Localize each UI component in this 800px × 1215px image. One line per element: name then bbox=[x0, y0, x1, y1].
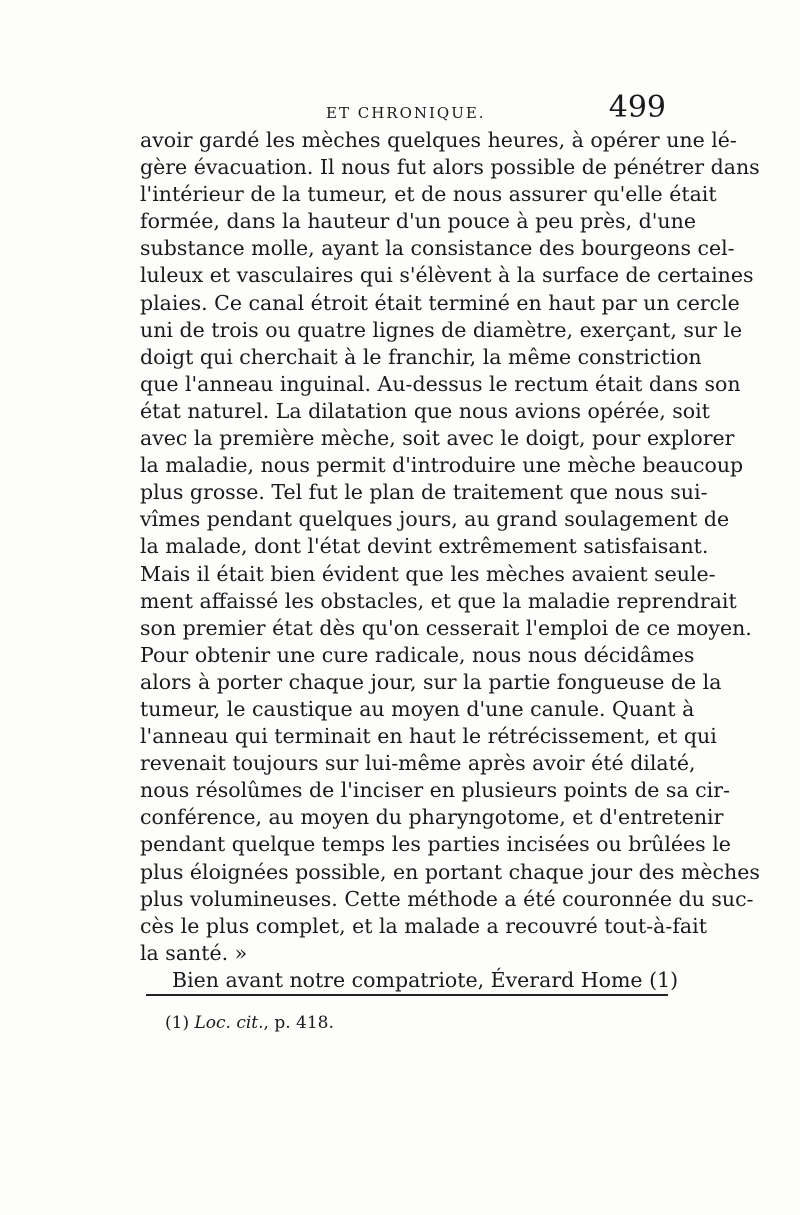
text-line: l'intérieur de la tumeur, et de nous assurer qu'elle était bbox=[140, 182, 717, 207]
footnote-page: , p. 418. bbox=[263, 1013, 334, 1033]
text-line: formée, dans la hauteur d'un pouce à peu près, d'une bbox=[140, 209, 696, 234]
page-number: 499 bbox=[608, 90, 666, 125]
text-line: tumeur, le caustique au moyen d'une canule. Quant à bbox=[140, 696, 695, 721]
footnote-rule bbox=[146, 994, 668, 996]
text-line: gère évacuation. Il nous fut alors possible de pénétrer dans bbox=[140, 155, 760, 180]
text-line: Pour obtenir une cure radicale, nous nous décidâmes bbox=[140, 642, 695, 667]
text-line: que l'anneau inguinal. Au-dessus le rectum était dans son bbox=[140, 371, 741, 396]
footnote-marker: (1) bbox=[165, 1013, 190, 1033]
text-line: ment affaissé les obstacles, et que la maladie reprendrait bbox=[140, 588, 737, 613]
footnote-reference: Loc. cit. bbox=[194, 1013, 264, 1033]
text-line: alors à porter chaque jour, sur la partie fongueuse de la bbox=[140, 669, 722, 694]
text-line: plus grosse. Tel fut le plan de traitement que nous sui- bbox=[140, 480, 708, 505]
text-line: revenait toujours sur lui-même après avoir été dilaté, bbox=[140, 751, 696, 776]
text-line: la maladie, nous permit d'introduire une mèche beaucoup bbox=[140, 453, 744, 478]
text-line: pendant quelque temps les parties incisées ou brûlées le bbox=[140, 832, 731, 857]
text-line: vîmes pendant quelques jours, au grand soulagement de bbox=[140, 507, 730, 532]
text-line: Mais il était bien évident que les mèches avaient seule- bbox=[140, 561, 716, 586]
text-line: l'anneau qui terminait en haut le rétrécissement, et qui bbox=[140, 724, 717, 749]
text-line: conférence, au moyen du pharyngotome, et d'entretenir bbox=[140, 805, 724, 830]
text-line: doigt qui cherchait à le franchir, la même constriction bbox=[140, 344, 702, 369]
text-line: la malade, dont l'état devint extrêmement satisfaisant. bbox=[140, 534, 709, 559]
text-line: Bien avant notre compatriote, Éverard Home (1) bbox=[172, 967, 679, 992]
body-text bbox=[140, 127, 760, 994]
text-line: son premier état dès qu'on cesserait l'emploi de ce moyen. bbox=[140, 615, 752, 640]
text-line: plus volumineuses. Cette méthode a été couronnée du suc- bbox=[140, 886, 754, 911]
text-line: uni de trois ou quatre lignes de diamètre, exerçant, sur le bbox=[140, 317, 743, 342]
text-line: avoir gardé les mèches quelques heures, à opérer une lé- bbox=[140, 128, 737, 152]
text-line: cès le plus complet, et la malade a recouvré tout-à-fait bbox=[140, 913, 707, 938]
text-line: la santé. » bbox=[140, 940, 248, 965]
footnote bbox=[165, 1012, 334, 1034]
text-line: plaies. Ce canal étroit était terminé en haut par un cercle bbox=[140, 290, 740, 315]
text-line: nous résolûmes de l'inciser en plusieurs points de sa cir- bbox=[140, 778, 730, 803]
text-line: avec la première mèche, soit avec le doigt, pour explorer bbox=[140, 426, 735, 451]
text-line: substance molle, ayant la consistance des bourgeons cel- bbox=[140, 236, 735, 261]
running-title: ET CHRONIQUE. bbox=[326, 104, 486, 122]
text-line: état naturel. La dilatation que nous avions opérée, soit bbox=[140, 398, 710, 423]
text-line: luleux et vasculaires qui s'élèvent à la surface de certaines bbox=[140, 263, 754, 288]
text-line: plus éloignées possible, en portant chaque jour des mèches bbox=[140, 859, 760, 884]
